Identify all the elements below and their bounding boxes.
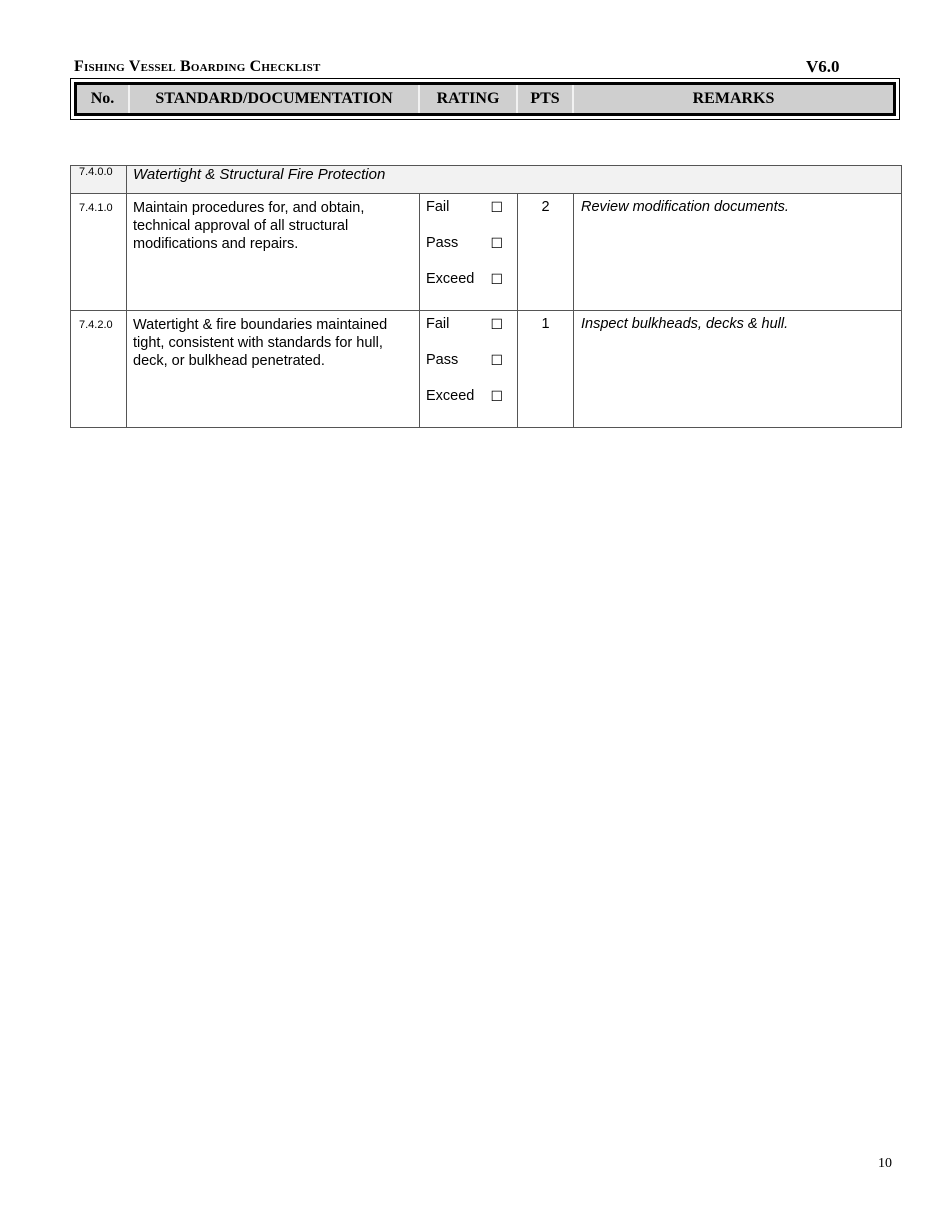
- rating-fail: Fail ☐: [420, 194, 517, 230]
- pass-checkbox[interactable]: ☐: [490, 352, 503, 368]
- table-row: [71, 194, 902, 311]
- column-header-no: No.: [77, 85, 130, 113]
- fail-checkbox[interactable]: ☐: [490, 316, 503, 332]
- table-row: [71, 311, 902, 428]
- rating-exceed: Exceed ☐: [420, 383, 517, 419]
- section-number: 7.4.0.0: [71, 166, 127, 194]
- column-header-bar: [70, 78, 900, 120]
- item-remarks: Review modification documents.: [574, 194, 902, 311]
- item-remarks: Inspect bulkheads, decks & hull.: [574, 311, 902, 428]
- document-version: V6.0: [806, 57, 840, 76]
- item-number: 7.4.2.0: [71, 311, 127, 428]
- column-header-remarks: REMARKS: [692, 90, 775, 107]
- item-standard: Watertight & fire boundaries maintained tight, consistent with standards for hull, deck, or bulkhead penetrated.: [127, 311, 420, 428]
- item-number: 7.4.1.0: [71, 194, 127, 311]
- exceed-checkbox[interactable]: ☐: [490, 271, 503, 287]
- section-title: Watertight & Structural Fire Protection: [127, 166, 902, 194]
- item-points: 2: [518, 194, 574, 311]
- item-rating: [420, 311, 518, 428]
- item-standard: Maintain procedures for, and obtain, technical approval of all structural modifications and repairs.: [127, 194, 420, 311]
- rating-pass: Pass ☐: [420, 347, 517, 383]
- column-header-rating: RATING: [420, 85, 518, 113]
- item-points: 1: [518, 311, 574, 428]
- page-number: 10: [878, 1156, 892, 1171]
- exceed-checkbox[interactable]: ☐: [490, 388, 503, 404]
- document-title: Fishing Vessel Boarding Checklist: [74, 58, 321, 75]
- column-header-pts: PTS: [518, 85, 574, 113]
- column-header-standard: STANDARD/DOCUMENTATION: [130, 85, 420, 113]
- rating-exceed: Exceed ☐: [420, 266, 517, 302]
- pass-checkbox[interactable]: ☐: [490, 235, 503, 251]
- fail-checkbox[interactable]: ☐: [490, 199, 503, 215]
- rating-fail: Fail ☐: [420, 311, 517, 347]
- rating-pass: Pass ☐: [420, 230, 517, 266]
- checklist-table: [70, 165, 902, 428]
- item-rating: [420, 194, 518, 311]
- section-row: [71, 166, 902, 194]
